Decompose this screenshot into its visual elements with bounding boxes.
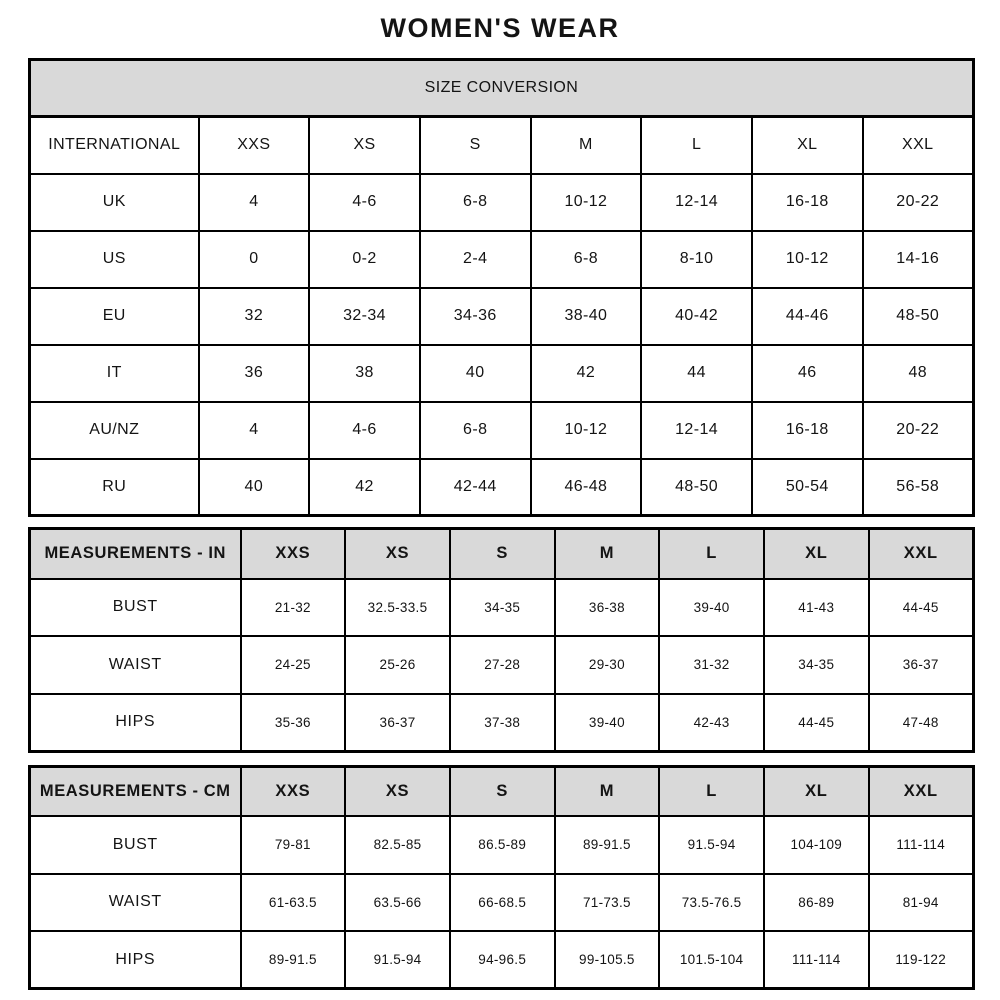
size-cell: 4-6 [309,174,420,231]
size-cell: 48-50 [641,459,752,516]
row-label: HIPS [30,694,241,752]
col-header: XL [764,529,869,579]
size-cell: 0-2 [309,231,420,288]
row-label: WAIST [30,874,241,932]
size-cell: 6-8 [420,402,531,459]
size-cell: 40 [420,345,531,402]
measure-cell: 44-45 [764,694,869,752]
measure-cell: 66-68.5 [450,874,555,932]
col-header: S [450,766,555,816]
size-cell: 2-4 [420,231,531,288]
row-label: WAIST [30,636,241,694]
row-label: UK [30,174,199,231]
table-row [30,636,974,694]
measure-cell: 111-114 [764,931,869,989]
measure-cell: 31-32 [659,636,764,694]
col-header: S [420,117,531,174]
col-header: XS [309,117,420,174]
row-label: INTERNATIONAL [30,117,199,174]
col-header: XXL [863,117,974,174]
size-cell: 10-12 [752,231,863,288]
measurements-cm-table [28,765,975,991]
size-cell: 42 [309,459,420,516]
measure-cell: 82.5-85 [345,816,450,874]
size-cell: 42 [531,345,642,402]
col-header: XXL [869,766,974,816]
page-title: WOMEN'S WEAR [380,13,620,43]
size-cell: 50-54 [752,459,863,516]
size-cell: 38-40 [531,288,642,345]
size-cell: 48-50 [863,288,974,345]
measure-cell: 39-40 [659,579,764,637]
size-cell: 0 [199,231,310,288]
measure-cell: 91.5-94 [659,816,764,874]
size-cell: 20-22 [863,174,974,231]
row-label: US [30,231,199,288]
measure-cell: 89-91.5 [241,931,346,989]
table-row [30,579,974,637]
measure-cell: 104-109 [764,816,869,874]
table-row [30,874,974,932]
table-row [30,694,974,752]
col-header: XL [764,766,869,816]
col-header: XS [345,529,450,579]
table-row [30,174,974,231]
measure-cell: 36-37 [345,694,450,752]
size-cell: 36 [199,345,310,402]
size-cell: 16-18 [752,402,863,459]
measure-cell: 29-30 [555,636,660,694]
size-cell: 38 [309,345,420,402]
size-cell: 34-36 [420,288,531,345]
col-header: L [659,766,764,816]
col-header: L [641,117,752,174]
size-cell: 32-34 [309,288,420,345]
size-cell: 48 [863,345,974,402]
size-cell: 4-6 [309,402,420,459]
table-banner-row [30,60,974,117]
measure-cell: 61-63.5 [241,874,346,932]
size-cell: 6-8 [531,231,642,288]
size-cell: 12-14 [641,402,752,459]
measure-cell: 35-36 [241,694,346,752]
table-header-row [30,529,974,579]
col-header: L [659,529,764,579]
measure-cell: 86.5-89 [450,816,555,874]
measure-cell: 42-43 [659,694,764,752]
size-cell: 12-14 [641,174,752,231]
size-cell: 4 [199,174,310,231]
measure-cell: 89-91.5 [555,816,660,874]
measure-cell: 25-26 [345,636,450,694]
size-conversion-table [28,58,975,517]
row-label: HIPS [30,931,241,989]
measure-cell: 34-35 [764,636,869,694]
size-conversion-banner: SIZE CONVERSION [30,60,974,117]
col-header: XXS [199,117,310,174]
measure-cell: 94-96.5 [450,931,555,989]
measure-cell: 34-35 [450,579,555,637]
col-header: XS [345,766,450,816]
size-cell: 44 [641,345,752,402]
size-cell: 10-12 [531,174,642,231]
row-label: BUST [30,816,241,874]
measure-cell: 119-122 [869,931,974,989]
measure-cell: 32.5-33.5 [345,579,450,637]
col-header: M [555,766,660,816]
table-row [30,345,974,402]
measure-cell: 86-89 [764,874,869,932]
size-cell: 56-58 [863,459,974,516]
measure-cell: 21-32 [241,579,346,637]
size-cell: 6-8 [420,174,531,231]
size-cell: 32 [199,288,310,345]
measurements-cm-header: MEASUREMENTS - CM [30,766,241,816]
measure-cell: 44-45 [869,579,974,637]
table-header-row [30,766,974,816]
table-row [30,117,974,174]
measure-cell: 36-38 [555,579,660,637]
measurements-in-table [28,527,975,753]
size-cell: 14-16 [863,231,974,288]
size-cell: 40-42 [641,288,752,345]
table-row [30,231,974,288]
measure-cell: 81-94 [869,874,974,932]
measure-cell: 47-48 [869,694,974,752]
col-header: M [531,117,642,174]
row-label: EU [30,288,199,345]
measure-cell: 27-28 [450,636,555,694]
table-row [30,402,974,459]
row-label: IT [30,345,199,402]
measure-cell: 91.5-94 [345,931,450,989]
table-row [30,931,974,989]
size-cell: 16-18 [752,174,863,231]
size-cell: 46-48 [531,459,642,516]
measure-cell: 99-105.5 [555,931,660,989]
measure-cell: 101.5-104 [659,931,764,989]
size-cell: 4 [199,402,310,459]
measure-cell: 63.5-66 [345,874,450,932]
row-label: RU [30,459,199,516]
size-cell: 46 [752,345,863,402]
table-row [30,459,974,516]
size-cell: 40 [199,459,310,516]
size-cell: 42-44 [420,459,531,516]
measure-cell: 41-43 [764,579,869,637]
col-header: XXL [869,529,974,579]
table-row [30,816,974,874]
size-cell: 10-12 [531,402,642,459]
size-cell: 44-46 [752,288,863,345]
measure-cell: 79-81 [241,816,346,874]
col-header: XXS [241,529,346,579]
measure-cell: 36-37 [869,636,974,694]
size-cell: 20-22 [863,402,974,459]
measure-cell: 111-114 [869,816,974,874]
col-header: XL [752,117,863,174]
measurements-in-header: MEASUREMENTS - IN [30,529,241,579]
col-header: M [555,529,660,579]
row-label: AU/NZ [30,402,199,459]
size-cell: 8-10 [641,231,752,288]
row-label: BUST [30,579,241,637]
measure-cell: 73.5-76.5 [659,874,764,932]
col-header: S [450,529,555,579]
measure-cell: 39-40 [555,694,660,752]
measure-cell: 37-38 [450,694,555,752]
col-header: XXS [241,766,346,816]
measure-cell: 71-73.5 [555,874,660,932]
table-row [30,288,974,345]
measure-cell: 24-25 [241,636,346,694]
